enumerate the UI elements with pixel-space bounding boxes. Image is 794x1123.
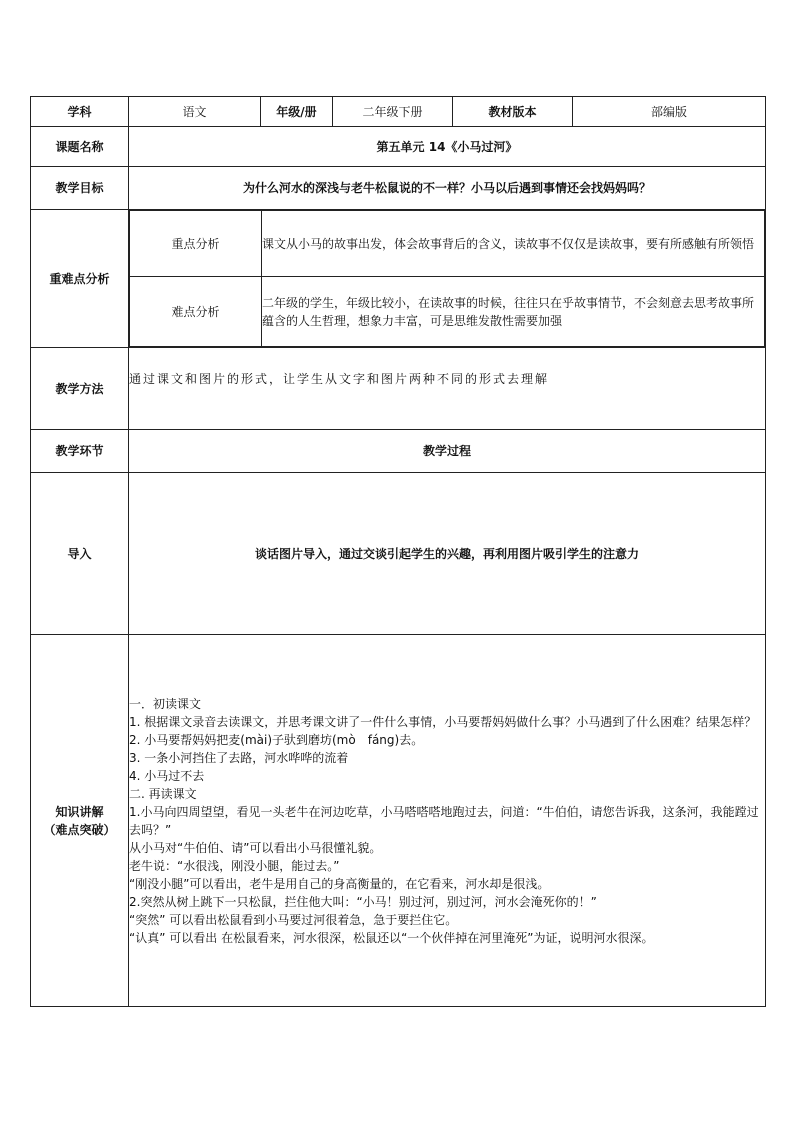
key-analysis-text: 课文从小马的故事出发，体会故事背后的含义，读故事不仅仅是读故事，要有所感触有所领悟 [262, 211, 765, 277]
knowledge-line: 一．初读课文 [129, 696, 202, 711]
subject-label: 学科 [31, 97, 129, 127]
knowledge-line: 3. 一条小河挡住了去路，河水哗哗的流着 [129, 750, 349, 765]
knowledge-line: 1.小马向四周望望，看见一头老牛在河边吃草，小马嗒嗒嗒地跑过去，问道：“牛伯伯，请您告诉我，这条河，我能蹚过去吗？” [129, 804, 759, 837]
knowledge-line: 1. 根据课文录音去读课文，并思考课文讲了一件什么事情，小马要帮妈妈做什么事？小马遇到了什么困难？结果怎样？ [129, 714, 757, 729]
process-label: 教学过程 [129, 430, 766, 473]
intro-label: 导入 [31, 473, 129, 635]
knowledge-row [31, 635, 766, 1007]
knowledge-line: 4. 小马过不去 [129, 768, 205, 783]
intro-row [31, 473, 766, 635]
analysis-row [31, 210, 766, 348]
intro-text: 谈话图片导入，通过交谈引起学生的兴趣，再利用图片吸引学生的注意力 [129, 473, 766, 635]
knowledge-line: “认真” 可以看出 在松鼠看来，河水很深，松鼠还以“一个伙伴掉在河里淹死”为证，说明河水很深。 [129, 930, 654, 945]
goal-text: 为什么河水的深浅与老牛松鼠说的不一样？小马以后遇到事情还会找妈妈吗？ [129, 167, 766, 210]
method-label: 教学方法 [31, 348, 129, 430]
knowledge-line: 2. 小马要帮妈妈把麦(mài)子驮到磨坊(mò fáng)去。 [129, 732, 424, 747]
knowledge-content [129, 635, 766, 1007]
knowledge-line: 二. 再读课文 [129, 786, 197, 801]
goal-row [31, 167, 766, 210]
knowledge-line: 从小马对“牛伯伯、请”可以看出小马很懂礼貌。 [129, 840, 382, 855]
knowledge-label [31, 635, 129, 1007]
knowledge-line: “刚没小腿”可以看出，老牛是用自己的身高衡量的，在它看来，河水却是很浅。 [129, 876, 550, 891]
process-header-row [31, 430, 766, 473]
lesson-title: 第五单元 14《小马过河》 [129, 127, 766, 167]
process-step-label: 教学环节 [31, 430, 129, 473]
knowledge-label-line1: 知识讲解 [55, 804, 104, 819]
hard-analysis-text: 二年级的学生，年级比较小，在读故事的时候，往往只在乎故事情节，不会刻意去思考故事所蕴含的人生哲理，想象力丰富，可是思维发散性需要加强 [262, 277, 765, 347]
knowledge-line: 老牛说：“水很浅，刚没小腿，能过去。” [129, 858, 340, 873]
lesson-plan-table [30, 96, 766, 1007]
analysis-label: 重难点分析 [31, 210, 129, 348]
edition-value: 部编版 [573, 97, 766, 127]
goal-label: 教学目标 [31, 167, 129, 210]
analysis-subtable [129, 210, 765, 347]
lesson-label: 课题名称 [31, 127, 129, 167]
header-row [31, 97, 766, 127]
knowledge-label-line2: （难点突破） [43, 822, 116, 837]
method-text: 通过课文和图片的形式，让学生从文字和图片两种不同的形式去理解 [129, 348, 766, 430]
edition-label: 教材版本 [453, 97, 573, 127]
grade-label: 年级/册 [261, 97, 333, 127]
subject-value: 语文 [129, 97, 261, 127]
knowledge-line: 2.突然从树上跳下一只松鼠，拦住他大叫：“小马！别过河，别过河，河水会淹死你的！” [129, 894, 597, 909]
hard-analysis-label: 难点分析 [130, 277, 262, 347]
grade-value: 二年级下册 [333, 97, 453, 127]
method-row [31, 348, 766, 430]
lesson-row [31, 127, 766, 167]
key-analysis-label: 重点分析 [130, 211, 262, 277]
knowledge-line: “突然” 可以看出松鼠看到小马要过河很着急，急于要拦住它。 [129, 912, 458, 927]
